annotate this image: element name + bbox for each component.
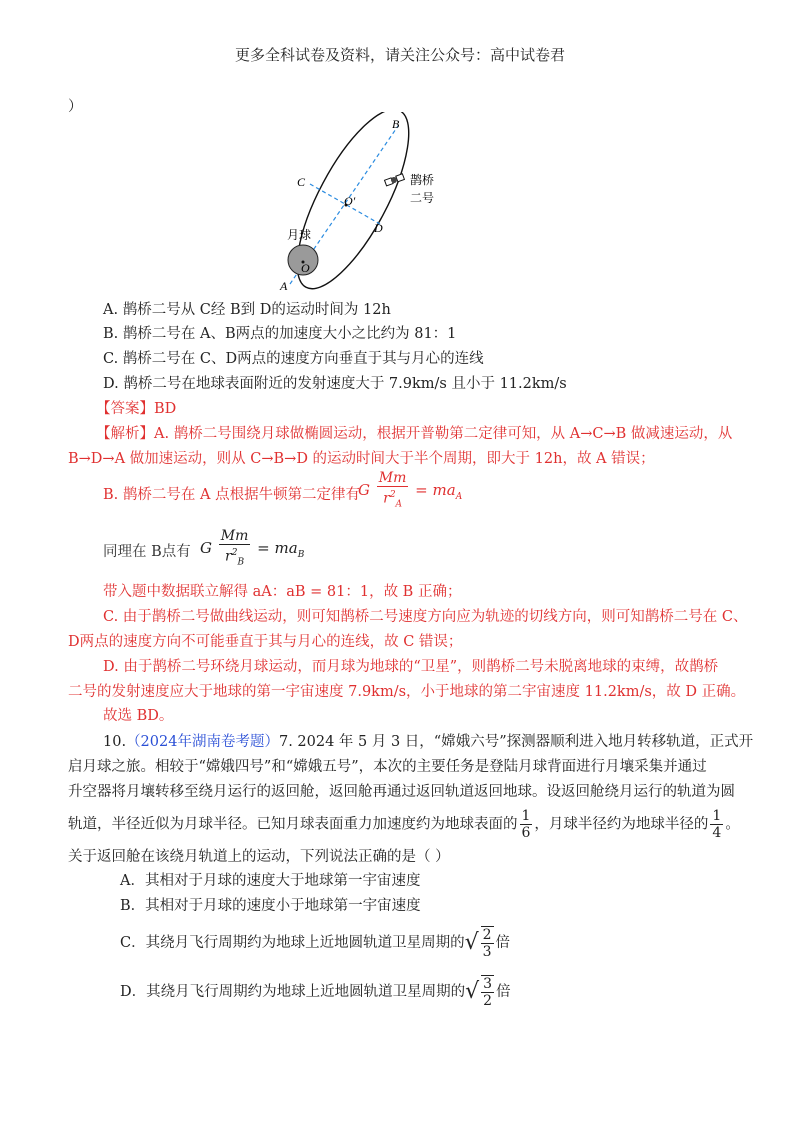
q10-option-b: B．其相对于月球的速度小于地球第一宇宙速度 — [120, 898, 421, 914]
q10-line3: 升空器将月壤转移至绕月运行的返回舱，返回舱再通过返回轨道返回地球。设返回舱绕月运行的轨道为圆 — [68, 784, 735, 800]
label-D: D — [374, 221, 383, 235]
label-moon: 月球 — [287, 228, 312, 242]
conclusion: 故选 BD。 — [103, 708, 174, 724]
q9-option-d: D. 鹊桥二号在地球表面附近的发射速度大于 7.9km/s 且小于 11.2km/s — [103, 376, 567, 392]
formula-b-rhs: = $ma_B$ — [257, 539, 305, 561]
formula-b-num: Mm — [220, 528, 249, 544]
analysis-d-line2: 二号的发射速度应大于地球的第一宇宙速度 7.9km/s，小于地球的第二宇宙速度 11.2km/s，故 D 正确。 — [68, 684, 746, 700]
formula-a-num: Mm — [378, 470, 407, 486]
analysis-line1 — [96, 423, 732, 445]
label-O-prime: O′ — [344, 194, 356, 208]
q10-option-c-text: C．其绕月飞行周期约为地球上近地圆轨道卫星周期的 — [120, 935, 465, 951]
formula-b-G: G — [200, 539, 212, 558]
q10-line4-c: 。 — [725, 816, 740, 833]
label-sat-line2: 二号 — [410, 191, 435, 205]
label-sat-line1: 鹊桥 — [410, 173, 435, 187]
label-O: O — [301, 261, 310, 275]
q10-line4-a: 轨道，半径近似为月球半径。已知月球表面重力加速度约为地球表面的 — [68, 816, 518, 833]
fraction-1-6: $\frac{1}{6}$ — [521, 808, 531, 841]
answer: 【答案】BD — [96, 401, 177, 417]
sqrt-2-3: √ $\frac{2}{3}$ — [464, 927, 492, 960]
q10-option-a: A．其相对于月球的速度大于地球第一宇宙速度 — [120, 873, 421, 889]
q10-line2: 启月球之旅。相较于“嫦娥四号”和“嫦娥五号”，本次的主要任务是登陆月球背面进行月壤采集并通过 — [68, 759, 707, 775]
formula-a-den: $r^2_A$ — [383, 490, 403, 510]
q10-stem: 关于返回舱在该绕月轨道上的运动，下列说法正确的是（ ） — [68, 849, 450, 865]
q10-line4-b: ，月球半径约为地球半径的 — [534, 816, 709, 833]
q10-line4 — [68, 808, 740, 841]
q10-source: （2024年湖南卷考题） — [126, 734, 279, 750]
q9-option-b: B. 鹊桥二号在 A、B两点的加速度大小之比约为 81：1 — [103, 326, 457, 342]
q9-option-c: C. 鹊桥二号在 C、D两点的速度方向垂直于其与月心的连线 — [103, 351, 484, 367]
q10-option-d — [120, 975, 511, 1009]
formula-a-G: G — [358, 481, 370, 500]
orbit-diagram — [270, 112, 460, 294]
q9-option-a: A. 鹊桥二号从 C经 B到 D的运动时间为 12h — [103, 302, 391, 318]
q10-number: 10. — [103, 734, 127, 750]
q10-option-d-text: D．其绕月飞行周期约为地球上近地圆轨道卫星周期的 — [120, 984, 466, 1000]
analysis-c-line1: C. 由于鹊桥二号做曲线运动，则可知鹊桥二号速度方向应为轨迹的切线方向，则可知鹊桥二号在 C、 — [103, 609, 748, 625]
q10-line1 — [103, 731, 753, 753]
closing-paren: ） — [68, 99, 83, 115]
formula-b-fraction — [219, 528, 251, 570]
label-B: B — [392, 117, 400, 131]
analysis-c-line2: D两点的速度方向不可能垂直于其与月心的连线，故 C 错误； — [68, 634, 463, 650]
analysis-text1: A. 鹊桥二号围绕月球做椭圆运动，根据开普勒第二定律可知，从 A→C→B 做减速运动，从 — [154, 426, 733, 442]
analysis-line2: B→D→A 做加速运动，则从 C→B→D 的运动时间大于半个周期，即大于 12h，故 A 错误； — [68, 451, 655, 467]
formula-b — [200, 528, 304, 570]
analysis-b-prefix: B. 鹊桥二号在 A 点根据牛顿第二定律有 — [103, 487, 361, 503]
satellite-icon — [385, 174, 405, 186]
label-A: A — [280, 279, 288, 293]
q10-option-c-end: 倍 — [495, 935, 511, 951]
formula-a-rhs: = $ma_A$ — [415, 481, 463, 503]
sqrt-3-2: √ $\frac{3}{2}$ — [465, 976, 493, 1009]
analysis-d-line1: D. 由于鹊桥二号环绕月球运动，而月球为地球的“卫星”，则鹊桥二号未脱离地球的束缚，故鹊桥 — [103, 659, 719, 675]
same-prefix: 同理在 B点有 — [103, 544, 191, 560]
ratio-line: 带入题中数据联立解得 aA：aB = 81：1，故 B 正确； — [103, 584, 462, 600]
label-C: C — [297, 175, 306, 189]
q10-option-c — [120, 926, 510, 960]
formula-b-den: $r^2_B$ — [225, 548, 245, 568]
page-header: 更多全科试卷及资料，请关注公众号：高中试卷君 — [234, 46, 565, 64]
formula-a — [358, 470, 462, 512]
fraction-1-4: $\frac{1}{4}$ — [712, 808, 722, 841]
q10-option-d-end: 倍 — [496, 984, 511, 1000]
formula-a-fraction — [377, 470, 409, 512]
q10-line1-text: 7. 2024 年 5 月 3 日，“嫦娥六号”探测器顺利进入地月转移轨道，正式开 — [278, 734, 754, 750]
analysis-tag: 【解析】 — [96, 426, 154, 442]
